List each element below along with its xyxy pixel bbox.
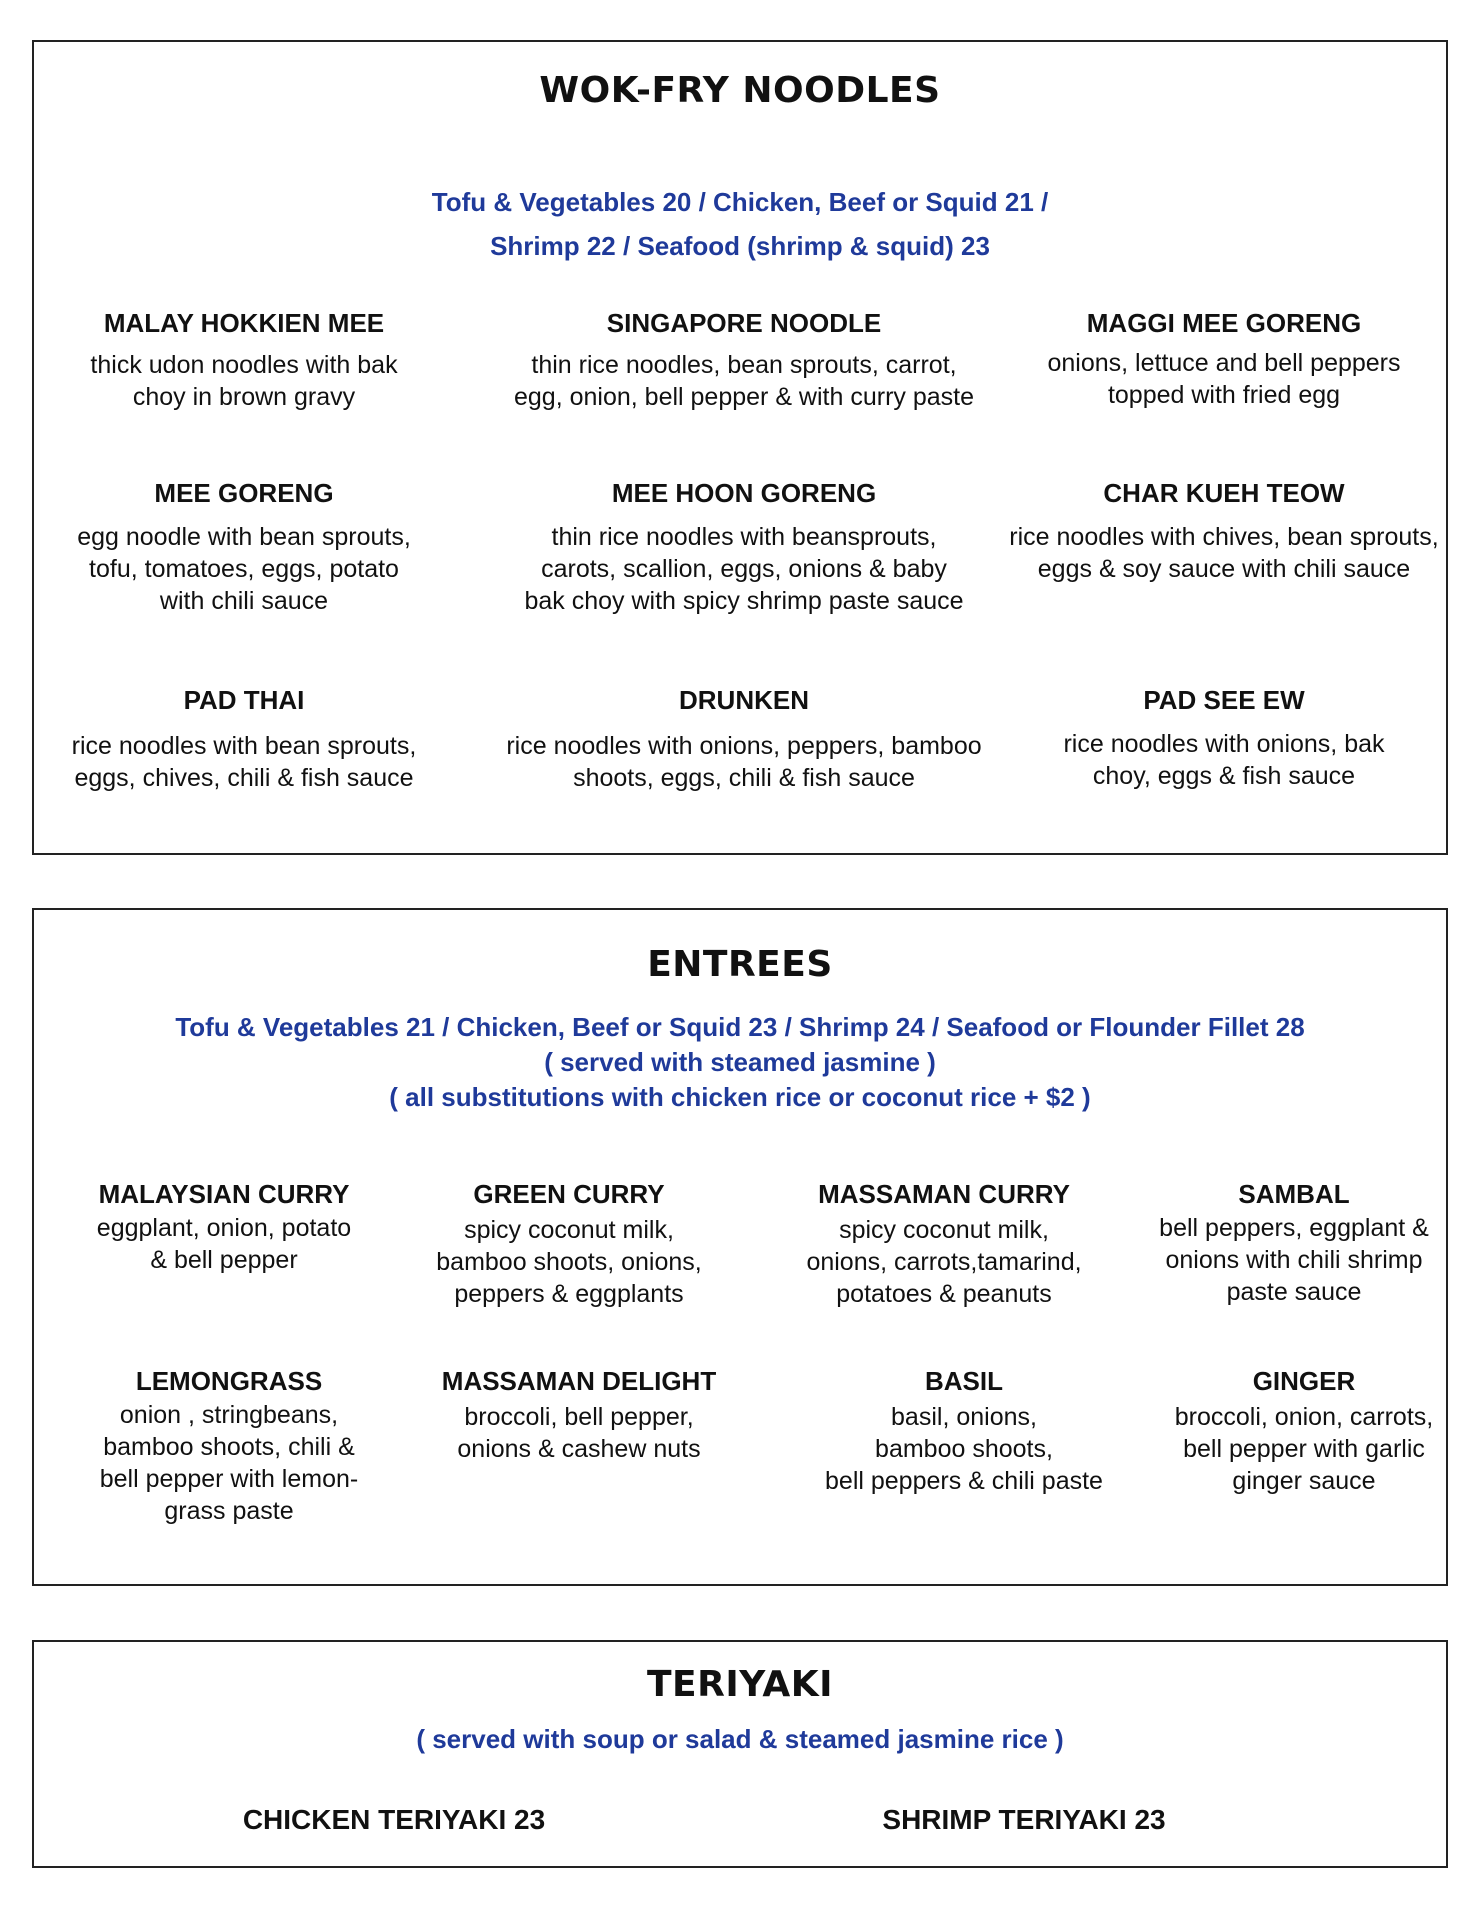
section-title: ENTREES xyxy=(647,944,833,985)
teriyaki-section xyxy=(32,1640,1448,1868)
menu-item xyxy=(769,1178,1119,1310)
menu-item xyxy=(34,477,454,617)
item-description: spicy coconut milk, bamboo shoots, onions, peppers & eggplants xyxy=(436,1216,702,1308)
item-name: MALAY HOKKIEN MEE xyxy=(103,308,385,338)
menu-item xyxy=(994,307,1454,411)
served-note: ( served with soup or salad & steamed jasmine rice ) xyxy=(416,1724,1064,1754)
item-description: thin rice noodles, bean sprouts, carrot, egg, onion, bell pepper & with curry paste xyxy=(514,351,974,411)
menu-item xyxy=(994,684,1454,792)
item-description: rice noodles with onions, peppers, bamboo shoots, eggs, chili & fish sauce xyxy=(506,732,982,792)
item-description: basil, onions, bamboo shoots, bell peppers & chili paste xyxy=(825,1403,1103,1495)
item-description: onions, lettuce and bell peppers topped with fried egg xyxy=(1047,349,1401,409)
item-description: eggplant, onion, potato & bell pepper xyxy=(96,1214,352,1274)
menu-item xyxy=(1124,1178,1464,1308)
item-description: rice noodles with chives, bean sprouts, eggs & soy sauce with chili sauce xyxy=(1009,523,1439,583)
menu-item xyxy=(404,1178,734,1310)
item-description: thick udon noodles with bak choy in brown gravy xyxy=(90,351,398,411)
item-name: MEE HOON GORENG xyxy=(611,478,877,508)
served-note: ( served with steamed jasmine ) xyxy=(544,1047,936,1077)
menu-item xyxy=(1134,1365,1474,1497)
menu-item xyxy=(54,1178,394,1276)
item-description: broccoli, bell pepper, onions & cashew nuts xyxy=(457,1403,701,1463)
item-name: BASIL xyxy=(925,1366,1003,1396)
item-name: MAGGI MEE GORENG xyxy=(1086,308,1362,338)
menu-item xyxy=(409,1365,749,1465)
item-description: broccoli, onion, carrots, bell pepper with garlic ginger sauce xyxy=(1174,1403,1434,1495)
wok-fry-noodles-section xyxy=(32,40,1448,855)
section-title: TERIYAKI xyxy=(646,1664,834,1705)
item-description: onion , stringbeans, bamboo shoots, chili & bell pepper with lemon- grass paste xyxy=(99,1401,359,1525)
menu-item xyxy=(34,307,454,413)
menu-item xyxy=(784,1365,1144,1497)
menu-item xyxy=(994,477,1454,585)
item-name: MASSAMAN CURRY xyxy=(818,1179,1070,1209)
item-name: CHAR KUEH TEOW xyxy=(1103,478,1345,508)
item-name: MASSAMAN DELIGHT xyxy=(441,1366,717,1396)
menu-item xyxy=(474,684,1014,794)
item-name: PAD THAI xyxy=(183,685,305,715)
item-name: LEMONGRASS xyxy=(135,1366,323,1396)
menu-item-chicken-teriyaki: CHICKEN TERIYAKI 23 xyxy=(242,1804,546,1835)
menu-item xyxy=(474,477,1014,617)
substitution-note: ( all substitutions with chicken rice or coconut rice + $2 ) xyxy=(389,1082,1091,1112)
entrees-section xyxy=(32,908,1448,1586)
item-name: PAD SEE EW xyxy=(1143,685,1305,715)
item-name: MALAYSIAN CURRY xyxy=(98,1179,350,1209)
price-line: Tofu & Vegetables 20 / Chicken, Beef or Squid 21 / xyxy=(431,187,1049,217)
menu-item-shrimp-teriyaki: SHRIMP TERIYAKI 23 xyxy=(882,1804,1166,1835)
item-description: rice noodles with onions, bak choy, eggs & fish sauce xyxy=(1063,730,1385,790)
item-name: SAMBAL xyxy=(1238,1179,1350,1209)
price-line: Tofu & Vegetables 21 / Chicken, Beef or Squid 23 / Shrimp 24 / Seafood or Flounder Fillet 28 xyxy=(175,1012,1305,1042)
price-line: Shrimp 22 / Seafood (shrimp & squid) 23 xyxy=(490,231,990,261)
item-name: SINGAPORE NOODLE xyxy=(606,308,882,338)
item-description: spicy coconut milk, onions, carrots,tamarind, potatoes & peanuts xyxy=(806,1216,1082,1308)
item-description: egg noodle with bean sprouts, tofu, tomatoes, eggs, potato with chili sauce xyxy=(77,523,411,615)
item-name: GREEN CURRY xyxy=(473,1179,665,1209)
item-name: MEE GORENG xyxy=(154,478,334,508)
menu-item xyxy=(34,684,454,794)
menu-item xyxy=(54,1365,404,1527)
section-title: WOK-FRY NOODLES xyxy=(539,70,941,111)
menu-item xyxy=(474,307,1014,413)
item-description: bell peppers, eggplant & onions with chili shrimp paste sauce xyxy=(1159,1214,1429,1306)
item-name: GINGER xyxy=(1252,1366,1356,1396)
item-description: rice noodles with bean sprouts, eggs, chives, chili & fish sauce xyxy=(71,732,417,792)
item-description: thin rice noodles with beansprouts, carots, scallion, eggs, onions & baby bak choy with spicy shrimp paste sauce xyxy=(524,523,964,615)
item-name: DRUNKEN xyxy=(679,685,809,715)
